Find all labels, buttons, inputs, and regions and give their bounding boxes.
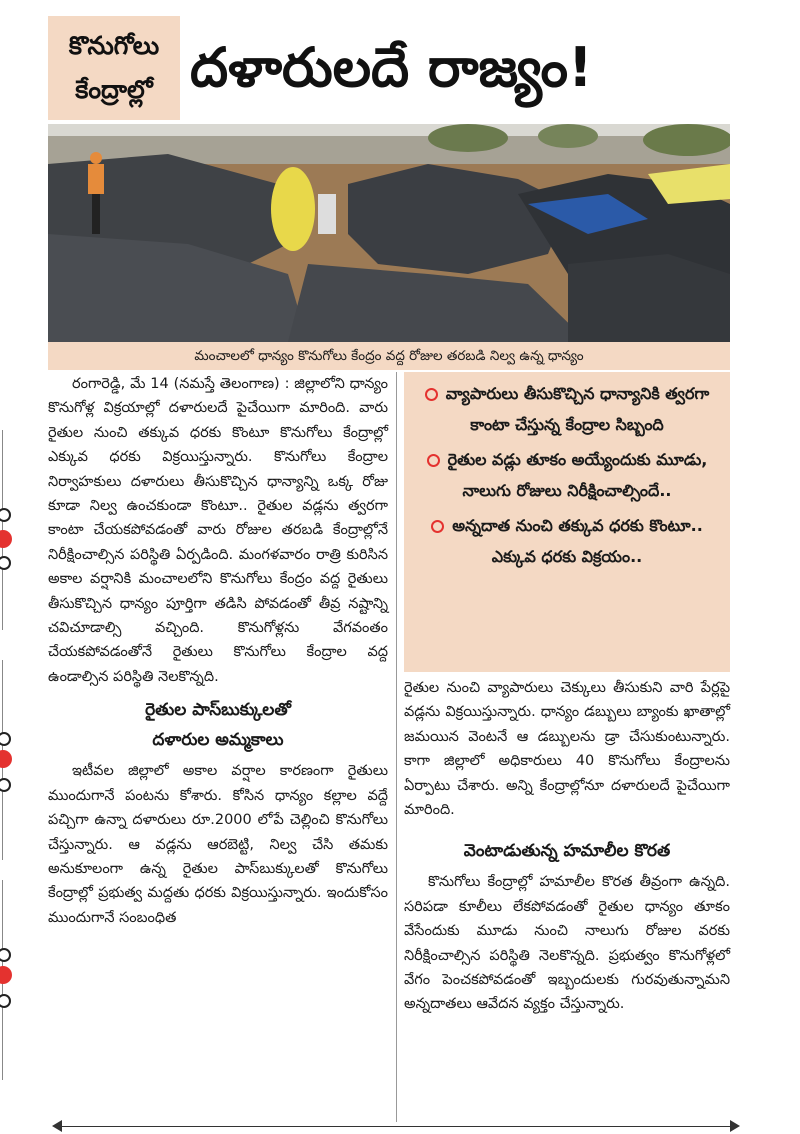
bottom-rule — [60, 1126, 730, 1127]
article-paragraph-3: రైతుల నుంచి వ్యాపారులు చెక్కులు తీసుకుని వారి పేర్లపై వడ్లను విక్రయిస్తున్నారు. ధాన్యం డబ్బులు బ్యాంకు ఖాతాల్లో జమయిన వెంటనే ఆ డబ్బులను డ్రా చేసుకుంటున్నారు. కాగా జిల్లాలో అధికారులు 40 కొనుగోలు కేంద్రాలను ఏర్పాటు చేశారు. అన్ని కేంద్రాల్లోనూ దళారులదే పైచేయిగా మారింది. — [404, 680, 730, 819]
binder-marker — [0, 880, 20, 1080]
column-divider — [396, 372, 397, 1122]
kicker-line-2: కేంద్రాల్లో — [75, 75, 153, 104]
circle-bullet-icon — [427, 454, 440, 467]
kicker-box — [48, 16, 180, 120]
right-arrow-icon — [730, 1120, 740, 1132]
photo-caption: మంచాలలో ధాన్యం కొనుగోలు కేంద్రం వద్ద రోజుల తరబడి నిల్వ ఉన్న ధాన్యం — [48, 342, 730, 370]
binder-marker — [0, 660, 20, 860]
highlight-box — [404, 372, 730, 672]
highlight-item — [412, 444, 722, 506]
circle-bullet-icon — [425, 388, 438, 401]
circle-bullet-icon — [431, 520, 444, 533]
article-column-right — [404, 676, 730, 1124]
subheading-1-line-1: రైతుల పాస్‌బుక్కులతో — [145, 700, 291, 721]
highlight-item — [412, 378, 722, 440]
news-photo — [48, 124, 730, 342]
highlight-text: అన్నదాత నుంచి తక్కువ ధరకు కొంటూ.. ఎక్కువ ధరకు విక్రయం.. — [452, 516, 703, 566]
highlight-text: వ్యాపారులు తీసుకొచ్చిన ధాన్యానికి త్వరగా కాంటా చేస్తున్న కేంద్రాల సిబ్బంది — [445, 384, 710, 434]
subheading-1 — [48, 695, 388, 755]
binder-marker — [0, 430, 20, 630]
article-paragraph-2: ఇటీవల జిల్లాలో అకాల వర్షాల కారణంగా రైతులు ముందుగానే పంటను కోశారు. కోసిన ధాన్యం కల్లాల వద్దే పచ్చిగా ఉన్నా దళారులు రూ.2000 లోపే చెల్లించి కొనుగోలు చేస్తున్నారు. ఆ వడ్లను ఆరబెట్టి, నిల్వ చేసి తమకు అనుకూలంగా ఉన్న రైతుల పాస్‌బుక్కులతో కొనుగోలు కేంద్రాల్లో ప్రభుత్వ మద్దతు ధరకు విక్రయిస్తున్నారు. ఇందుకోసం ముందుగానే సంబంధిత — [48, 763, 388, 926]
article-column-left — [48, 372, 388, 1124]
subheading-1-line-2: దళారుల అమ్మకాలు — [152, 730, 284, 751]
headline: దళారులదే రాజ్యం! — [190, 36, 593, 99]
kicker-line-1: కొనుగోలు — [68, 31, 160, 60]
highlight-text: రైతుల వడ్లు తూకం అయ్యేందుకు మూడు, నాలుగు రోజులు నిరీక్షించాల్సిందే.. — [447, 450, 708, 500]
article-paragraph-4: కొనుగోలు కేంద్రాల్లో హమాలీల కొరత తీవ్రంగా ఉన్నది. సరిపడా కూలీలు లేకపోవడంతో రైతుల ధాన్యం తూకం వేసేందుకు మూడు నుంచి నాలుగు రోజుల వరకు నిరీక్షించాల్సిన పరిస్థితి నెలకొన్నది. ప్రభుత్వం కొనుగోళ్లలో వేగం పెంచకపోవడంతో ఇబ్బందులకు గురవుతున్నామని అన్నదాతలు ఆవేదన వ్యక్తం చేస్తున్నారు. — [404, 874, 730, 1013]
article-paragraph-1: రంగారెడ్డి, మే 14 (నమస్తే తెలంగాణ) : జిల్లాలోని ధాన్యం కొనుగోళ్ల విక్రయాల్లో దళారులదే పైచేయిగా మారింది. వారు రైతుల నుంచి తక్కువ ధరకు కొంటూ కొనుగోలు కేంద్రాల్లో ఎక్కువ ధరకు విక్రయిస్తున్నారు. కొనుగోలు కేంద్రాల నిర్వాహకులు దళారులు తీసుకొచ్చిన ధాన్యాన్ని ఒక్క రోజు కూడా నిల్వ ఉంచకుండా కొంటూ.. రైతుల వడ్లను త్వరగా కాంటా చేయకపోవడంతో వారు రోజుల తరబడి కేంద్రాల్లోనే నిరీక్షించాల్సిన పరిస్థితి ఏర్పడింది. మంగళవారం రాత్రి కురిసిన అకాల వర్షానికి మంచాలలోని కొనుగోలు కేంద్రం వద్ద రైతులు తీసుకొచ్చిన ధాన్యం పూర్తిగా తడిసి పోవడంతో తీవ్ర నష్టాన్ని చవిచూడాల్సి వచ్చింది. కొనుగోళ్లను వేగవంతం చేయకపోవడంతోనే రైతులు కొనుగోలు కేంద్రాల వద్ద ఉండాల్సిన పరిస్థితి నెలకొన్నది. — [48, 376, 388, 685]
grain-heaps-photo-illustration — [48, 124, 730, 342]
highlight-item — [412, 510, 722, 572]
subheading-2: వెంటాడుతున్న హమాలీల కొరత — [463, 841, 671, 862]
